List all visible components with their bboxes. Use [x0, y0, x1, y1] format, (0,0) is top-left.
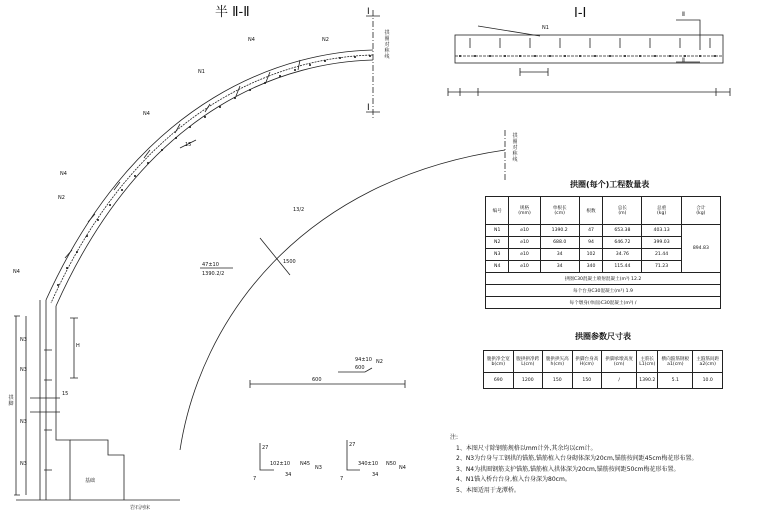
param-table-title: 拱圈参数尺寸表 — [575, 332, 631, 341]
label-n4-low: N4 — [13, 269, 20, 275]
param-table-header — [484, 351, 723, 373]
dim-top-15: 15 — [185, 142, 192, 148]
notes-title: 注: — [450, 434, 459, 441]
arc-1500: 1500 — [283, 259, 296, 265]
ph-cell: 横向箍筋钢板 a1(cm) — [658, 351, 693, 373]
qh-4: 总长 (m) — [603, 197, 642, 225]
p-cell: 1200 — [513, 373, 543, 389]
qh-2: 单根长 (cm) — [540, 197, 579, 225]
qh-5: 总重 (kg) — [642, 197, 681, 225]
symmetry-label-mid: 拱圈对称线 — [512, 133, 518, 163]
n4-count: N50 — [386, 461, 397, 467]
ph-cell: 主筋长 L1(cm) — [637, 351, 658, 373]
n4-tag: N4 — [399, 465, 406, 471]
table-row — [486, 297, 721, 309]
n3-count: N45 — [300, 461, 311, 467]
n2-length: 600 — [355, 365, 365, 371]
label-n3-1: N3 — [20, 337, 27, 343]
label-n3-2: N3 — [20, 367, 27, 373]
section-mark-top: Ⅰ — [367, 7, 370, 17]
half-section-title: 半 Ⅱ-Ⅱ — [215, 5, 250, 20]
note-item: 4、N1锚入桥台台身,植入台身深为80cm。 — [456, 476, 571, 483]
label-n1-arch: N1 — [198, 69, 205, 75]
n4-leg7: 7 — [340, 476, 344, 482]
label-n2-left: N2 — [58, 195, 65, 201]
q-cell: 403.13 — [642, 225, 681, 237]
p-cell: / — [602, 373, 637, 389]
q-cell: 340 — [579, 261, 602, 273]
q-footer: 每个墩身(单面)C30混凝土(m³) / — [486, 297, 721, 309]
q-cell: 34 — [540, 249, 579, 261]
q-cell: ⌀10 — [509, 249, 540, 261]
label-n4-mid: N4 — [143, 111, 150, 117]
quantity-table-title: 拱圈(每个)工程数量表 — [570, 180, 650, 189]
q-cell: 47 — [579, 225, 602, 237]
section-1-title: Ⅰ-Ⅰ — [574, 6, 587, 21]
h-label: H — [76, 343, 80, 349]
p-cell: 150 — [543, 373, 573, 389]
n3-leg7: 7 — [253, 476, 257, 482]
q-cell: 34 — [540, 261, 579, 273]
note-item: 2、N3为台身与工钢拱的锚筋,锚筋植入台身砌体深为20cm,锚筋按间距45cm梅花形布置。 — [456, 455, 698, 462]
bar-length: 600 — [312, 377, 322, 383]
p-cell: 690 — [484, 373, 514, 389]
p-cell: 5.1 — [658, 373, 693, 389]
q-cell: N3 — [486, 249, 509, 261]
label-n3-4: N3 — [20, 461, 27, 467]
ph-cell: 腹拱拱矢高 h(cm) — [543, 351, 573, 373]
n2-spec: 94±10 — [355, 357, 372, 363]
table-row — [486, 225, 721, 237]
ph-cell: 腹拱拱净跨 L(cm) — [513, 351, 543, 373]
n3-tag: N3 — [315, 465, 322, 471]
section-mark-bottom: Ⅰ — [367, 103, 370, 113]
ph-cell: 拱脚台身高 H(cm) — [572, 351, 602, 373]
table-row — [486, 285, 721, 297]
n3-spec: 102±10 — [270, 461, 291, 467]
q-cell: N4 — [486, 261, 509, 273]
note-item: 1、本图尺寸除钢筋规格以mm计外,其余均以cm计。 — [456, 444, 597, 452]
q-cell: 21.44 — [642, 249, 681, 261]
dim-15-small: 15 — [62, 391, 69, 397]
notes-block — [450, 433, 750, 496]
qh-0: 编号 — [486, 197, 509, 225]
label-n4-top: N4 — [248, 37, 255, 43]
table-row — [486, 273, 721, 285]
q-total: 894.83 — [681, 225, 720, 273]
q-cell: 399.03 — [642, 237, 681, 249]
q-cell: 646.72 — [603, 237, 642, 249]
label-n4-left: N4 — [60, 171, 67, 177]
q-cell: ⌀10 — [509, 261, 540, 273]
ph-cell: 拱脚承墩高度 (cm) — [602, 351, 637, 373]
n1-count: 47±10 — [202, 262, 219, 268]
n4-len: 34 — [372, 472, 379, 478]
n2-tag: N2 — [376, 359, 383, 365]
ph-cell: 腹拱净全宽 b(cm) — [484, 351, 514, 373]
q-cell: 115.44 — [603, 261, 642, 273]
q-cell: 102 — [579, 249, 602, 261]
q-cell: 688.0 — [540, 237, 579, 249]
q-cell: 71.23 — [642, 261, 681, 273]
section-mark-ii-top: Ⅱ — [682, 11, 685, 18]
left-span-label: 拱脚 — [8, 395, 14, 407]
q-cell: 1390.2 — [540, 225, 579, 237]
q-cell: 34.76 — [603, 249, 642, 261]
qh-1: 规格 (mm) — [509, 197, 540, 225]
qh-3: 根数 — [579, 197, 602, 225]
n3-len: 34 — [285, 472, 292, 478]
quantity-table — [485, 196, 721, 309]
n4-leg: 27 — [349, 442, 356, 448]
n4-spec: 340±10 — [358, 461, 379, 467]
q-footer: 每个台身C30混凝土(m³) 1.9 — [486, 285, 721, 297]
symmetry-label-top: 拱圈对称线 — [384, 30, 390, 60]
table-row — [484, 373, 723, 389]
param-table — [483, 350, 723, 389]
n1-length: 1390.2/2 — [202, 271, 225, 277]
large-arch-line — [180, 150, 505, 450]
qh-6: 合计 (kg) — [681, 197, 720, 225]
note-item: 3、N4为拱圈钢筋支护锚筋,锚筋植入拱体深为20cm,锚筋按间距50cm梅花形布置。 — [456, 465, 680, 473]
foundation-label: 基础 — [85, 478, 96, 484]
q-cell: ⌀10 — [509, 225, 540, 237]
n3-leg: 27 — [262, 445, 269, 451]
q-cell: 653.38 — [603, 225, 642, 237]
p-cell: 10.0 — [693, 373, 723, 389]
q-footer: 拱圈C30混凝土喷射混凝土(m³) 12.2 — [486, 273, 721, 285]
foundation-outline — [70, 440, 124, 500]
q-cell: ⌀10 — [509, 237, 540, 249]
label-n1-section: N1 — [542, 25, 549, 31]
label-n2-top: N2 — [322, 37, 329, 43]
label-n3-3: N3 — [20, 419, 27, 425]
q-cell: N2 — [486, 237, 509, 249]
p-cell: 150 — [572, 373, 602, 389]
quantity-table-header — [486, 197, 721, 225]
section-mark-ii-bottom: Ⅱ — [682, 57, 685, 64]
note-item: 5、本图适用于龙潭桥。 — [456, 486, 520, 494]
q-cell: 94 — [579, 237, 602, 249]
arc-ratio: 13/2 — [293, 207, 305, 213]
river-label: 岩石河床 — [130, 505, 151, 511]
q-cell: N1 — [486, 225, 509, 237]
p-cell: 1390.2 — [637, 373, 658, 389]
ph-cell: 主箍筋间距 a2(cm) — [693, 351, 723, 373]
